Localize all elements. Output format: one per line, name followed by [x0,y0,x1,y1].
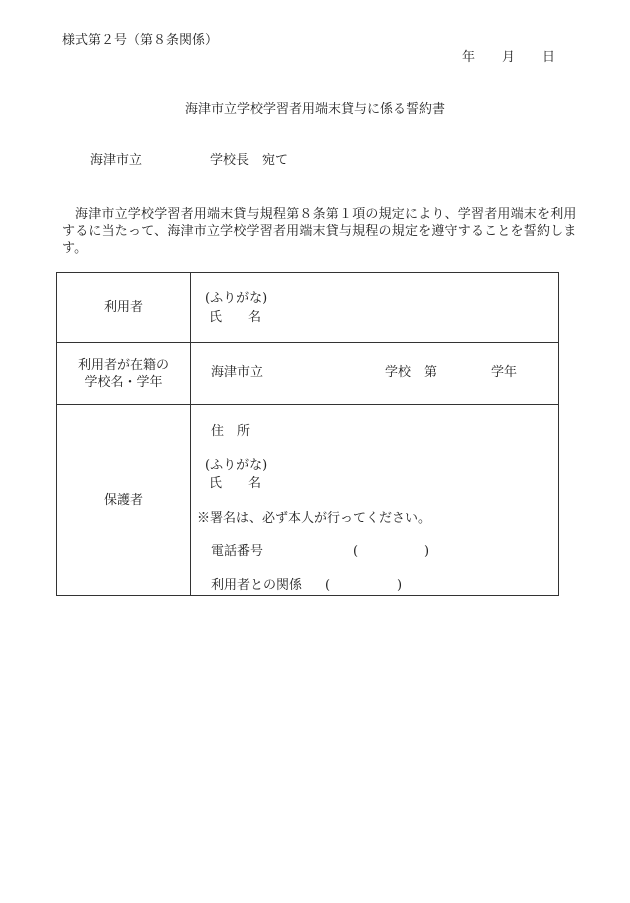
guardian-furigana-label: (ふりがな) [205,458,268,473]
relation-open-paren: ( [325,578,331,593]
guardian-label: 保護者 [57,405,191,596]
date-month: 月 [502,50,516,65]
guardian-value-cell[interactable] [191,405,559,596]
signature-note: ※署名は、必ず本人が行ってください。 [197,511,432,526]
relation-close-paren: ) [397,578,403,593]
grade-suffix-label: 学年 [491,365,518,380]
addressee-city: 海津市立 [90,153,143,168]
school-suffix-label: 学校 第 [385,365,438,380]
school-label-line2: 学校名・学年 [84,374,163,390]
school-label-line1: 利用者が在籍の [77,357,169,373]
school-label [57,343,191,405]
form-number: 様式第２号（第８条関係） [62,33,219,48]
guardian-row [57,405,559,596]
relation-label: 利用者との関係 [211,578,303,593]
user-label: 利用者 [57,273,191,343]
user-row [57,273,559,343]
user-value-cell[interactable] [191,273,559,343]
school-value-cell[interactable] [191,343,559,405]
school-city-label: 海津市立 [211,365,264,380]
date-line [462,50,555,66]
date-year: 年 [462,50,476,65]
guardian-address-label: 住 所 [211,424,251,439]
pledge-form-table [56,272,559,596]
phone-open-paren: ( [353,544,359,559]
date-day: 日 [542,50,556,65]
user-name-label: 氏 名 [209,310,262,325]
pledge-body-text: 海津市立学校学習者用端末貸与規程第８条第１項の規定により、学習者用端末を利用するに当たって、海津市立学校学習者用端末貸与規程の規定を遵守することを誓約します。 [62,207,577,256]
guardian-name-label: 氏 名 [209,476,262,491]
school-row [57,343,559,405]
phone-close-paren: ) [424,544,430,559]
addressee-principal: 学校長 宛て [210,153,289,168]
document-title: 海津市立学校学習者用端末貸与に係る誓約書 [184,102,445,117]
phone-label: 電話番号 [211,544,264,559]
user-furigana-label: (ふりがな) [205,291,268,306]
